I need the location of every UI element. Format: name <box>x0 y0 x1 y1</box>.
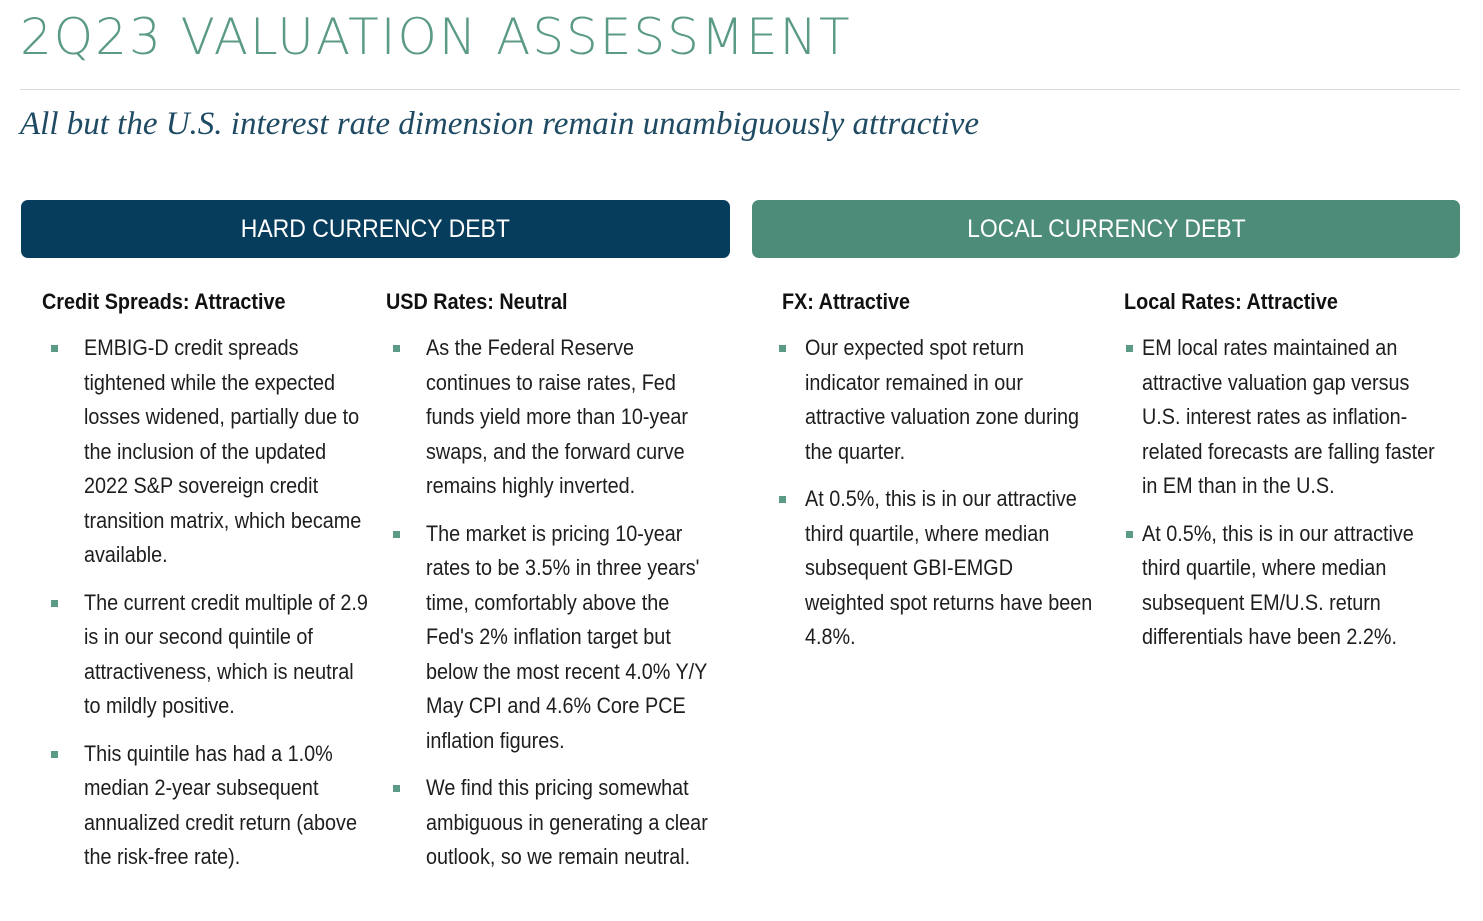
page-subtitle: All but the U.S. interest rate dimension remain unambiguously attractive <box>20 106 980 142</box>
list-item <box>782 331 1122 469</box>
bullet-text: At 0.5%, this is in our attractive third quartile, where median subsequent GBI-EMGD weighted spot returns have been 4.8%. <box>805 486 1093 649</box>
list-item <box>386 517 726 759</box>
square-bullet-icon <box>51 751 58 758</box>
bullet-text: EMBIG-D credit spreads tightened while the expected losses widened, partially due to the inclusion of the updated 2022 S&P sovereign credit transition matrix, which became available. <box>84 335 362 567</box>
bullet-text: The current credit multiple of 2.9 is in our second quintile of attractiveness, which is neutral to mildly positive. <box>84 589 368 718</box>
page-title: 2Q23 VALUATION ASSESSMENT <box>20 8 852 66</box>
title-divider <box>20 89 1460 90</box>
bullet-text: As the Federal Reserve continues to raise rates, Fed funds yield more than 10-year swaps, and the forward curve remains highly inverted. <box>426 335 688 498</box>
list-item <box>42 737 382 875</box>
local-currency-debt-label: LOCAL CURRENCY DEBT <box>966 214 1246 243</box>
fx-heading: FX: Attractive <box>782 289 910 314</box>
local-rates-heading: Local Rates: Attractive <box>1124 289 1338 314</box>
credit-spreads-heading: Credit Spreads: Attractive <box>42 289 286 314</box>
square-bullet-icon <box>51 600 58 607</box>
bullet-text: This quintile has had a 1.0% median 2-year subsequent annualized credit return (above the risk-free rate). <box>84 740 357 869</box>
list-item <box>42 586 382 724</box>
square-bullet-icon <box>393 531 400 538</box>
local-rates-bullet-list <box>1124 331 1464 655</box>
bullet-text: EM local rates maintained an attractive valuation gap versus U.S. interest rates as inflation-related forecasts are falling faster in EM than in the U.S. <box>1142 335 1435 498</box>
list-item <box>1124 331 1464 504</box>
square-bullet-icon <box>393 345 400 352</box>
fx-bullet-list <box>782 331 1122 655</box>
usd-rates-bullet-list <box>386 331 726 875</box>
list-item <box>42 331 382 573</box>
list-item <box>782 482 1122 655</box>
list-item <box>386 331 726 504</box>
credit-spreads-bullet-list <box>42 331 382 875</box>
list-item <box>1124 517 1464 655</box>
bullet-text: Our expected spot return indicator remained in our attractive valuation zone during the quarter. <box>805 335 1080 464</box>
bullet-text: At 0.5%, this is in our attractive third quartile, where median subsequent EM/U.S. return differentials have been 2.2%. <box>1142 520 1414 649</box>
square-bullet-icon <box>51 345 58 352</box>
hard-currency-debt-label: HARD CURRENCY DEBT <box>240 214 511 243</box>
usd-rates-heading: USD Rates: Neutral <box>386 289 568 314</box>
fx-column <box>782 286 1122 668</box>
list-item <box>386 771 726 875</box>
hard-currency-debt-banner <box>21 200 730 258</box>
credit-spreads-column <box>42 286 382 888</box>
local-currency-debt-banner <box>752 200 1460 258</box>
usd-rates-column <box>386 286 726 888</box>
bullet-text: The market is pricing 10-year rates to be 3.5% in three years' time, comfortably above the Fed's 2% inflation target but below the most recent 4.0% Y/Y May CPI and 4.6% Core PCE inflation figures. <box>426 520 708 753</box>
square-bullet-icon <box>393 785 400 792</box>
local-rates-column <box>1124 286 1464 668</box>
square-bullet-icon <box>779 496 786 503</box>
square-bullet-icon <box>779 345 786 352</box>
bullet-text: We find this pricing somewhat ambiguous in generating a clear outlook, so we remain neutral. <box>426 775 708 869</box>
square-bullet-icon <box>1126 531 1133 538</box>
square-bullet-icon <box>1126 345 1133 352</box>
